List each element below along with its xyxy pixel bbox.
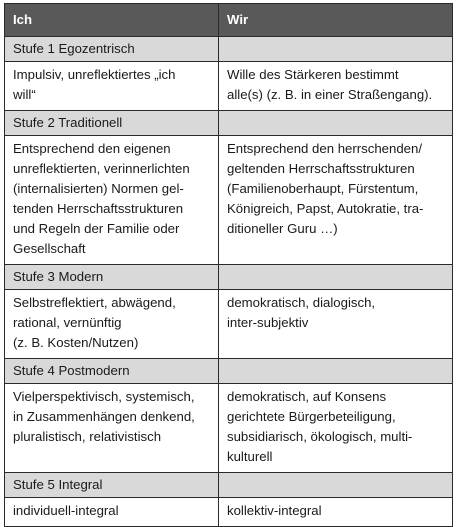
stage-label: Stufe 4 Postmodern — [5, 359, 219, 384]
header-ich: Ich — [5, 4, 219, 37]
stage-row-2 — [5, 111, 453, 136]
wir-cell: Wille des Stärkeren bestimmt alle(s) (z. B. in einer Straßengang). — [219, 62, 453, 111]
ich-cell: Impulsiv, unreflektiertes „ich will“ — [5, 62, 219, 111]
wir-cell: Entsprechend den herrschenden/ geltenden Herrschaftsstrukturen (Familienoberhaupt, Fürstentum, Königreich, Papst, Autokratie, tra- ditioneller Guru …) — [219, 136, 453, 265]
stage-row-3 — [5, 265, 453, 290]
content-row-5 — [5, 498, 453, 527]
stage-empty-cell — [219, 359, 453, 384]
wir-cell: demokratisch, dialogisch, inter-subjektiv — [219, 290, 453, 359]
stage-row-5 — [5, 473, 453, 498]
ich-cell: individuell-integral — [5, 498, 219, 527]
stage-empty-cell — [219, 37, 453, 62]
stage-label: Stufe 1 Egozentrisch — [5, 37, 219, 62]
content-row-3 — [5, 290, 453, 359]
stage-label: Stufe 3 Modern — [5, 265, 219, 290]
content-row-2 — [5, 136, 453, 265]
stage-label: Stufe 2 Traditionell — [5, 111, 219, 136]
stage-label: Stufe 5 Integral — [5, 473, 219, 498]
wir-cell: kollektiv-integral — [219, 498, 453, 527]
stage-empty-cell — [219, 265, 453, 290]
stage-row-4 — [5, 359, 453, 384]
ich-cell: Entsprechend den eigenen unreflektierten, verinnerlichten (internalisierten) Normen gel- tenden Herrschaftsstrukturen und Regeln der Familie oder Gesellschaft — [5, 136, 219, 265]
stage-empty-cell — [219, 473, 453, 498]
stages-table — [4, 3, 453, 527]
header-row — [5, 4, 453, 37]
header-wir: Wir — [219, 4, 453, 37]
wir-cell: demokratisch, auf Konsens gerichtete Bürgerbeteiligung, subsidiarisch, ökologisch, multi- kulturell — [219, 384, 453, 473]
content-row-1 — [5, 62, 453, 111]
content-row-4 — [5, 384, 453, 473]
ich-cell: Selbstreflektiert, abwägend, rational, vernünftig (z. B. Kosten/Nutzen) — [5, 290, 219, 359]
ich-cell: Vielperspektivisch, systemisch, in Zusammenhängen denkend, pluralistisch, relativistisch — [5, 384, 219, 473]
stage-row-1 — [5, 37, 453, 62]
stage-empty-cell — [219, 111, 453, 136]
